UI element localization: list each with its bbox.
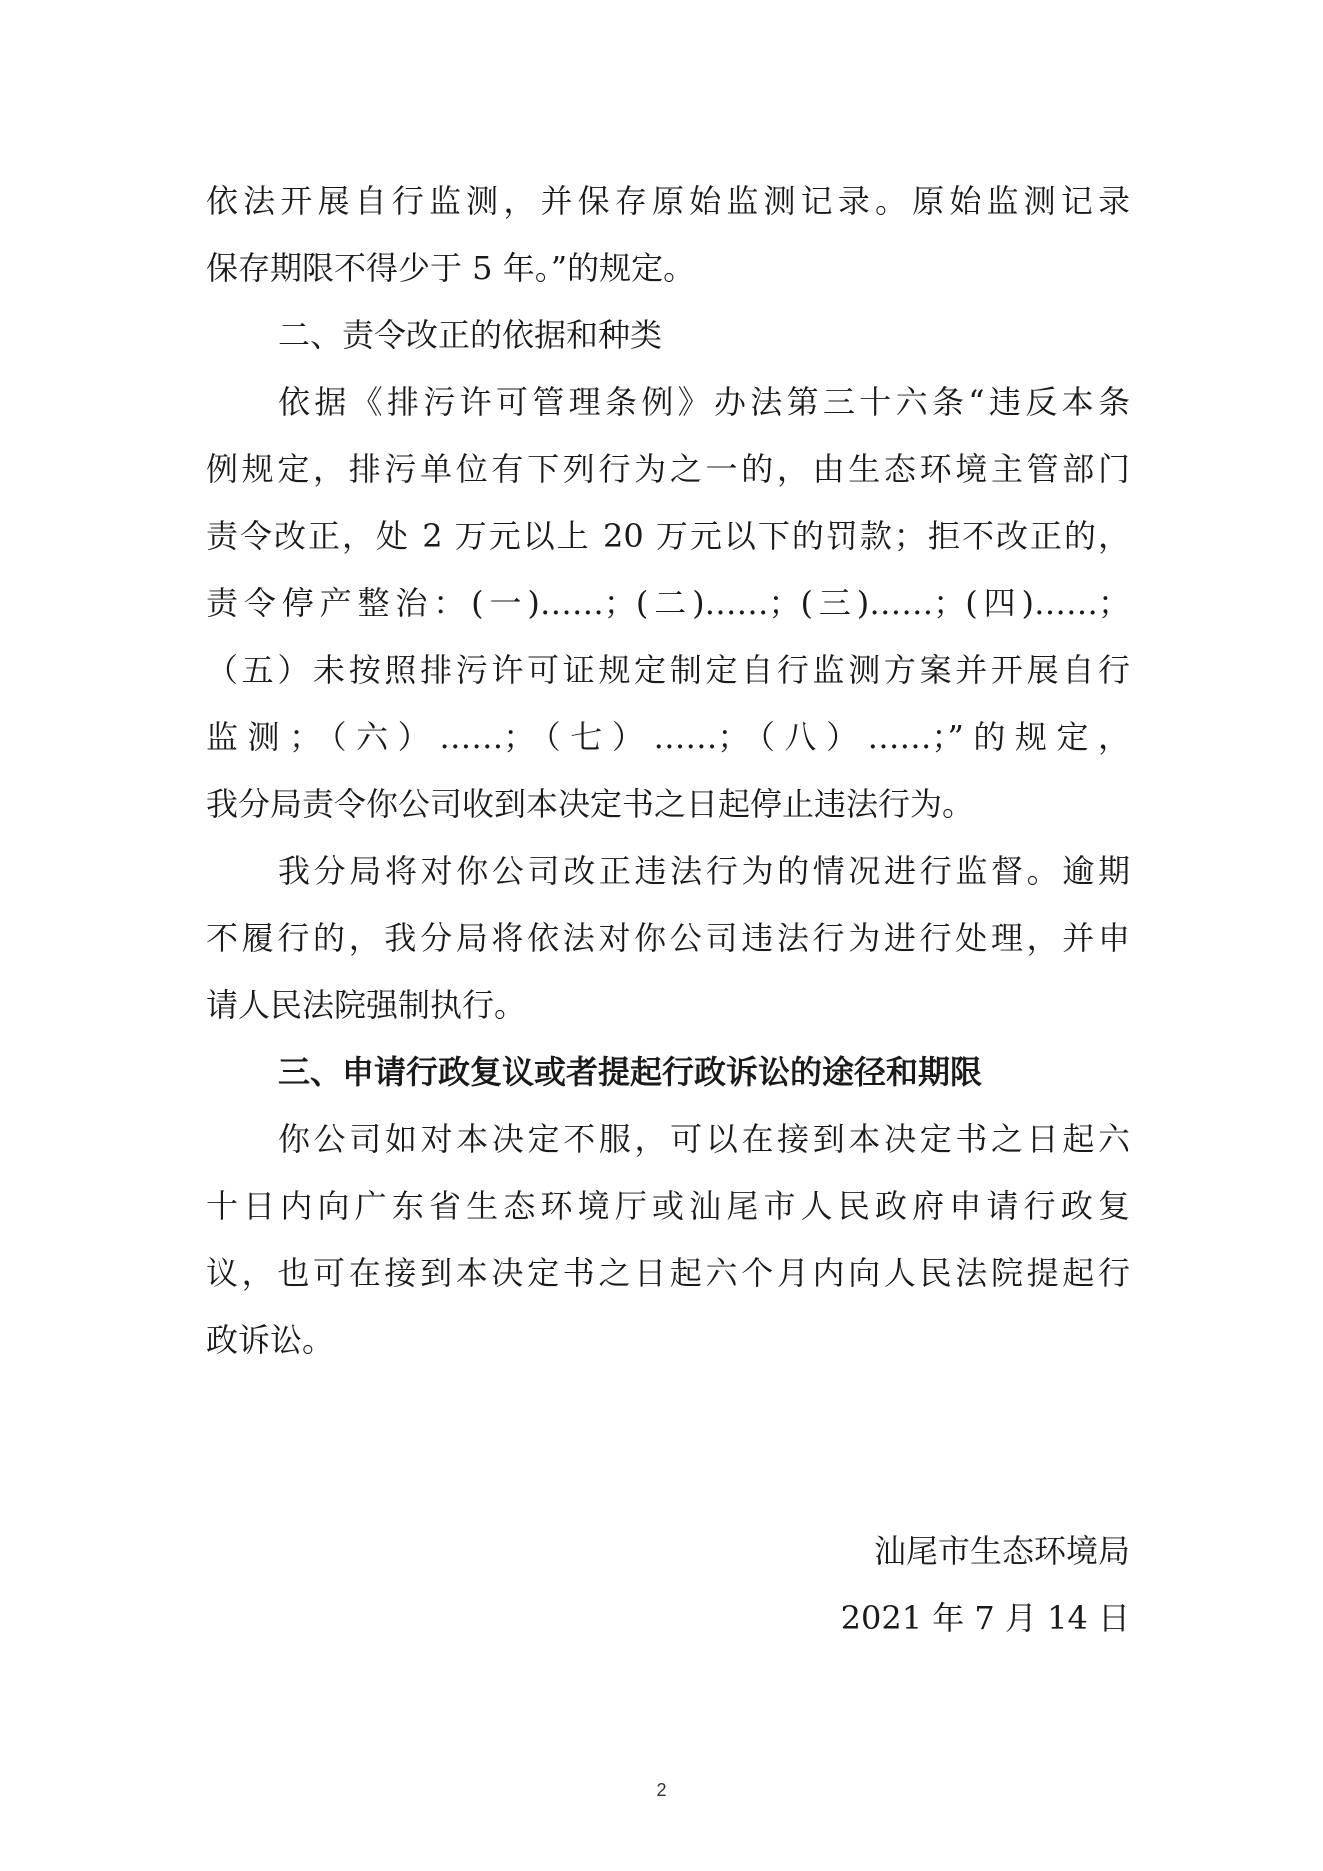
paragraph-line: 政诉讼。: [206, 1321, 335, 1359]
paragraph-line: 例规定，排污单位有下列行为之一的，由生态环境主管部门: [206, 450, 1130, 488]
paragraph-line: （五）未按照排污许可证规定制定自行监测方案并开展自行: [206, 651, 1130, 689]
paragraph-line: 我分局将对你公司改正违法行为的情况进行监督。逾期: [278, 852, 1130, 890]
issue-date: 2021 年 7 月 14 日: [840, 1599, 1130, 1637]
paragraph-line: 依法开展自行监测，并保存原始监测记录。原始监测记录: [206, 182, 1130, 220]
paragraph-line: 保存期限不得少于 5 年。”的规定。: [206, 249, 696, 287]
paragraph-line: 我分局责令你公司收到本决定书之日起停止违法行为。: [206, 785, 975, 823]
signature-block: [841, 1518, 1130, 1652]
section-heading: 三、申请行政复议或者提起行政诉讼的途径和期限: [278, 1053, 983, 1091]
paragraph-line: 不履行的，我分局将依法对你公司违法行为进行处理，并申: [206, 919, 1130, 957]
issuing-agency: 汕尾市生态环境局: [873, 1532, 1130, 1570]
page-number: 2: [656, 1780, 667, 1800]
paragraph-line: 请人民法院强制执行。: [206, 986, 527, 1024]
paragraph-line: 责令改正，处 2 万元以上 20 万元以下的罚款；拒不改正的，: [206, 517, 1130, 555]
paragraph-line: 责令停产整治：(一)……；(二)……；(三)……；(四)……；: [206, 584, 1130, 622]
section-heading: 二、责令改正的依据和种类: [278, 316, 663, 354]
paragraph-line: 议，也可在接到本决定书之日起六个月内向人民法院提起行: [206, 1254, 1130, 1292]
paragraph-line: 十日内向广东省生态环境厅或汕尾市人民政府申请行政复: [206, 1187, 1130, 1225]
document-body: [206, 168, 1130, 1374]
paragraph-line: 监测；（六）……；（七）……；（八）……；”的规定，: [206, 718, 1130, 756]
paragraph-line: 依据《排污许可管理条例》办法第三十六条“违反本条: [278, 383, 1130, 421]
paragraph-line: 你公司如对本决定不服，可以在接到本决定书之日起六: [278, 1120, 1130, 1158]
